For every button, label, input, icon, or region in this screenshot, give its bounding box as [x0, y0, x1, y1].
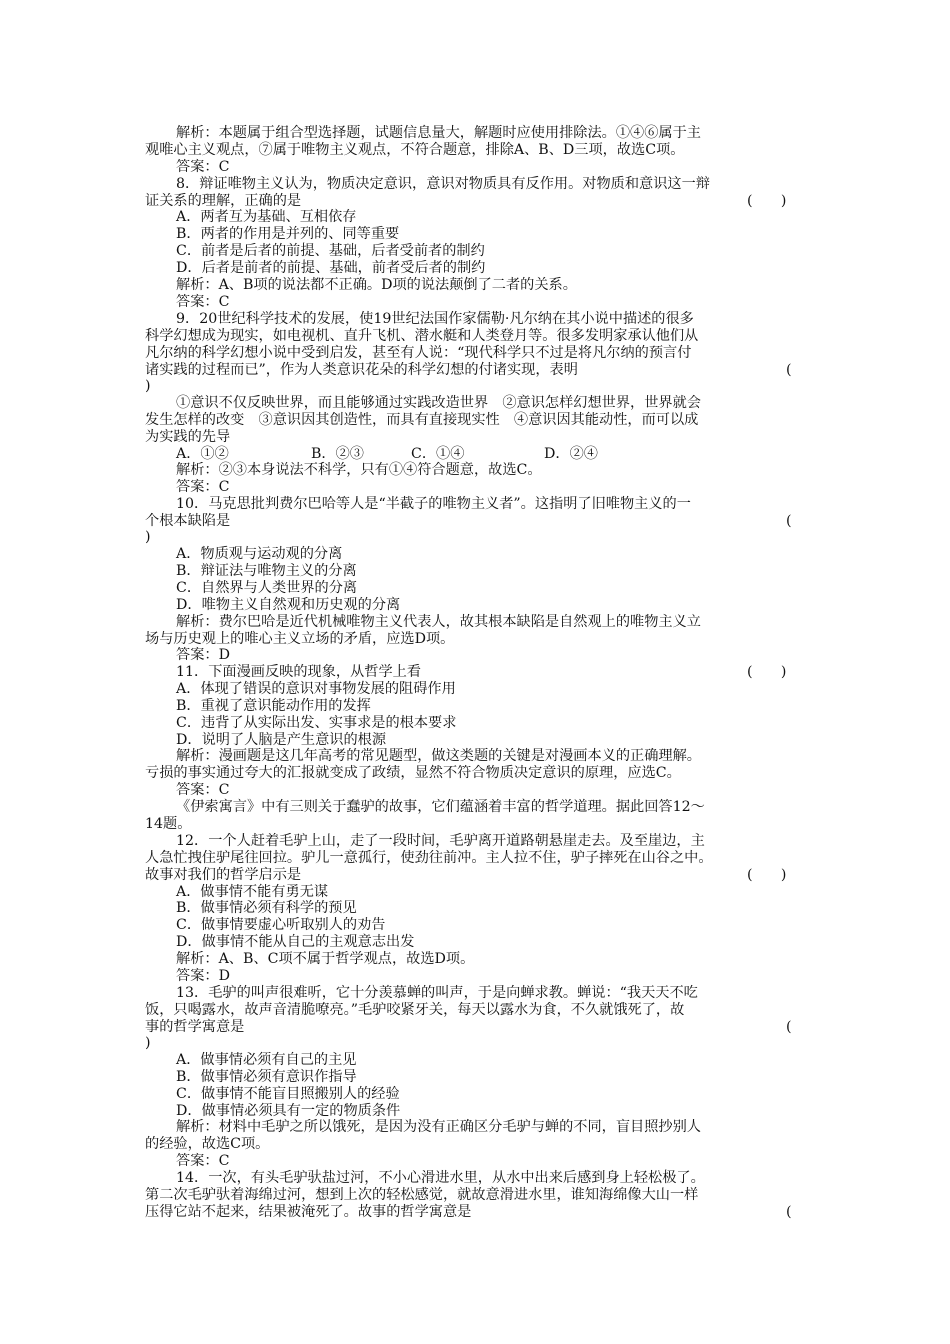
text-line: C．做事情不能盲目照搬别人的经验 [176, 1086, 400, 1102]
text-line: 的经验，故选C项。 [145, 1136, 270, 1152]
text-line: D．说明了人脑是产生意识的根源 [176, 732, 387, 748]
text-line: 第二次毛驴驮着海绵过河，想到上次的轻松感觉，就故意滑进水里，谁知海绵像大山一样 [145, 1187, 699, 1203]
text-line: 解析：费尔巴哈是近代机械唯物主义代表人，故其根本缺陷是自然观上的唯物主义立 [176, 614, 701, 630]
text-line: ①意识不仅反映世界，而且能够通过实践改造世界 ②意识怎样幻想世界，世界就会 [176, 395, 701, 411]
text-line: 故事对我们的哲学启示是 [145, 867, 302, 883]
text-line: A．体现了错误的意识对事物发展的阻碍作用 [176, 681, 456, 697]
text-line: A．做事情必须有自己的主见 [176, 1052, 357, 1068]
option-b: B．②③ [311, 446, 364, 462]
text-line: 观唯心主义观点，⑦属于唯物主义观点，不符合题意，排除A、B、D三项，故选C项。 [145, 142, 685, 158]
text-line: C．前者是后者的前提、基础，后者受前者的制约 [176, 243, 485, 259]
text-line: 解析：本题属于组合型选择题，试题信息量大，解题时应使用排除法。①④⑥属于主 [176, 125, 701, 141]
text-line: 10．马克思批判费尔巴哈等人是“半截子的唯物主义者”。这指明了旧唯物主义的一 [176, 496, 691, 512]
text-line: 12．一个人赶着毛驴上山，走了一段时间，毛驴离开道路朝悬崖走去。及至崖边，主 [176, 833, 705, 849]
text-line: 人急忙拽住驴尾往回拉。驴儿一意孤行，使劲往前冲。主人拉不住，驴子摔死在山谷之中。 [145, 850, 713, 866]
text-line: 答案：D [176, 647, 230, 663]
text-line: B．两者的作用是并列的、同等重要 [176, 226, 400, 242]
text-line: B．做事情必须有意识作指导 [176, 1069, 357, 1085]
text-line: 解析：A、B项的说法都不正确。D项的说法颠倒了二者的关系。 [176, 277, 577, 293]
q9-options [176, 446, 624, 463]
text-line: 科学幻想成为现实，如电视机、直升飞机、潜水艇和人类登月等。很多发明家承认他们从 [145, 328, 699, 344]
text-line: 为实践的先导 [145, 429, 231, 445]
text-line: 解析：②③本身说法不科学，只有①④符合题意，故选C。 [176, 462, 542, 478]
answer-bracket: ( ) [747, 867, 787, 883]
text-line: 《伊索寓言》中有三则关于蠢驴的故事，它们蕴涵着丰富的哲学道理。据此回答12～ [176, 799, 705, 815]
text-line: 解析：漫画题是这几年高考的常见题型，做这类题的关键是对漫画本义的正确理解。 [176, 748, 701, 764]
option-c: C．①④ [411, 446, 465, 462]
text-line: 答案：C [176, 479, 230, 495]
answer-bracket: ( [786, 1019, 792, 1035]
text-line: 证关系的理解，正确的是 [145, 193, 302, 209]
text-line: B．辩证法与唯物主义的分离 [176, 563, 357, 579]
text-line: 解析：A、B、C项不属于哲学观点，故选D项。 [176, 951, 475, 967]
text-line: A．物质观与运动观的分离 [176, 546, 343, 562]
text-line: B．重视了意识能动作用的发挥 [176, 698, 371, 714]
text-line: 13．毛驴的叫声很难听，它十分羡慕蝉的叫声，于是向蝉求教。蝉说：“我天天不吃 [176, 985, 698, 1001]
text-line: 答案：C [176, 782, 230, 798]
text-line: 压得它站不起来，结果被淹死了。故事的哲学寓意是 [145, 1204, 472, 1220]
text-line: 解析：材料中毛驴之所以饿死，是因为没有正确区分毛驴与蝉的不同，盲目照抄别人 [176, 1119, 701, 1135]
answer-bracket: ( [786, 513, 792, 529]
text-line: 场与历史观上的唯心主义立场的矛盾，应选D项。 [145, 631, 455, 647]
answer-bracket: ( ) [747, 664, 787, 680]
text-line: 个根本缺陷是 [145, 513, 231, 529]
text-line: 事的哲学寓意是 [145, 1019, 245, 1035]
answer-bracket: ( [786, 1204, 792, 1220]
text-line: 答案：C [176, 159, 230, 175]
text-line: ) [145, 529, 151, 545]
text-line: 凡尔纳的科学幻想小说中受到启发，甚至有人说：“现代科学只不过是将凡尔纳的预言付 [145, 345, 692, 361]
text-line: 发生怎样的改变 ③意识因其创造性，而具有直接现实性 ④意识因其能动性，而可以成 [145, 412, 699, 428]
text-line: D．后者是前者的前提、基础，前者受后者的制约 [176, 260, 486, 276]
text-line: A．做事情不能有勇无谋 [176, 884, 329, 900]
text-line: C．做事情要虚心听取别人的劝告 [176, 917, 386, 933]
text-line: 答案：C [176, 294, 230, 310]
option-a: A．①② [176, 446, 229, 462]
text-line: D．唯物主义自然观和历史观的分离 [176, 597, 401, 613]
text-line: 11．下面漫画反映的现象，从哲学上看 [176, 664, 422, 680]
text-line: 饭，只喝露水，故声音清脆嘹亮。”毛驴咬紧牙关，每天以露水为食，不久就饿死了，故 [145, 1002, 685, 1018]
text-line: ) [145, 1035, 151, 1051]
text-line: 答案：D [176, 968, 230, 984]
option-d: D．②④ [544, 446, 598, 462]
text-line: 答案：C [176, 1153, 230, 1169]
text-line: A．两者互为基础、互相依存 [176, 209, 357, 225]
answer-bracket: ( [786, 362, 792, 378]
text-line: ) [145, 378, 151, 394]
text-line: C．违背了从实际出发、实事求是的根本要求 [176, 715, 457, 731]
text-line: 14．一次，有头毛驴驮盐过河，不小心滑进水里，从水中出来后感到身上轻松极了。 [176, 1170, 705, 1186]
text-line: 9．20世纪科学技术的发展，使19世纪法国作家儒勒·凡尔纳在其小说中描述的很多 [176, 311, 694, 327]
text-line: D．做事情必须具有一定的物质条件 [176, 1103, 401, 1119]
text-line: C．自然界与人类世界的分离 [176, 580, 358, 596]
text-line: 14题。 [145, 816, 192, 832]
text-line: D．做事情不能从自己的主观意志出发 [176, 934, 415, 950]
answer-bracket: ( ) [747, 193, 787, 209]
text-line: 诸实践的过程而已”，作为人类意识花朵的科学幻想的付诸实现，表明 [145, 362, 578, 378]
text-line: 8．辩证唯物主义认为，物质决定意识，意识对物质具有反作用。对物质和意识这一辩 [176, 176, 710, 192]
text-line: B．做事情必须有科学的预见 [176, 900, 357, 916]
text-line: 亏损的事实通过夸大的汇报就变成了政绩，显然不符合物质决定意识的原理，应选C。 [145, 765, 681, 781]
